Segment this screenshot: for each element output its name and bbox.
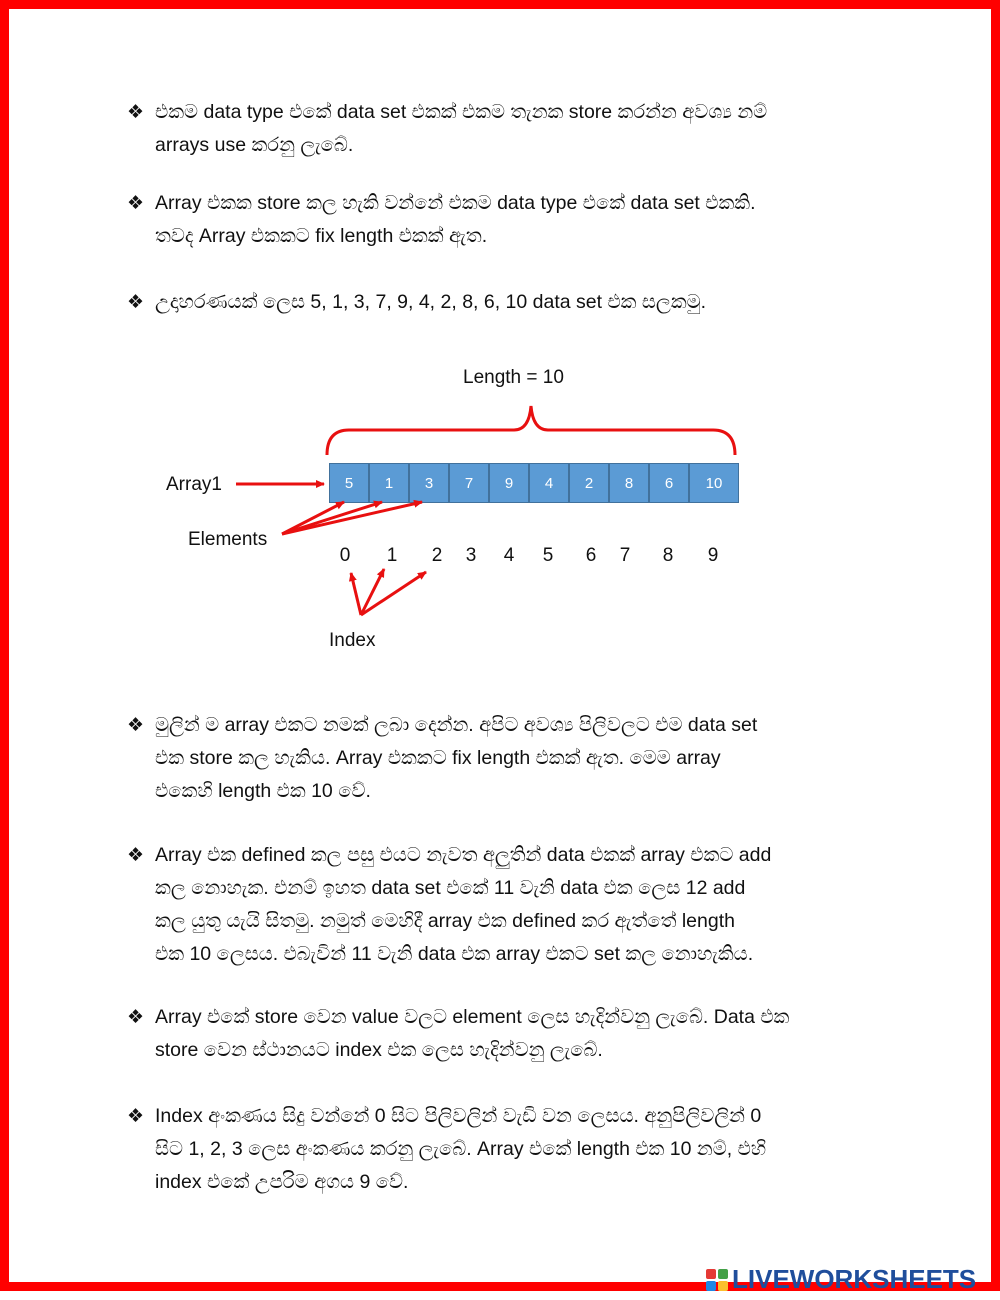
bullet-text-line: කල නොහැක. එනම් ඉහත data set එකේ 11 වැනි data එක ලෙස 12 add <box>155 877 746 899</box>
bullet-diamond-icon: ❖ <box>127 292 145 313</box>
array-name-label: Array1 <box>166 474 222 495</box>
bullet-text-line: එකෙහි length එක 10 වේ. <box>155 780 371 802</box>
bullet-text-line: arrays use කරනු ලැබේ. <box>155 134 354 156</box>
diagram-annotations <box>9 9 1000 1300</box>
array-cell: 9 <box>489 463 529 503</box>
liveworksheets-logo-icon <box>706 1269 728 1291</box>
bullet-text-line: store වෙන ස්ථානයට index එක ලෙස හැදින්වනු ලැබේ. <box>155 1039 603 1061</box>
index-number: 1 <box>386 545 398 566</box>
index-number: 9 <box>707 545 719 566</box>
array-cell: 3 <box>409 463 449 503</box>
bullet-text-line: index එකේ උපරිම අගය 9 වේ. <box>155 1171 409 1193</box>
bullet-text-line: එකම data type එකේ data set එකක් එකම තැනක store කරන්න අවශ්‍ය නම් <box>155 101 768 123</box>
index-number: 4 <box>503 545 515 566</box>
bullet-text-line: එක store කල හැකිය. Array එකකට fix length එකක් ඇත. මෙම array <box>155 747 721 769</box>
bullet-text-line: Array එකක store කල හැකි වන්නේ එකම data type එකේ data set එකකි. <box>155 192 756 214</box>
index-number: 0 <box>339 545 351 566</box>
index-number: 3 <box>465 545 477 566</box>
array-cell: 2 <box>569 463 609 503</box>
index-number: 2 <box>431 545 443 566</box>
length-label: Length = 10 <box>463 367 564 388</box>
index-number: 5 <box>542 545 554 566</box>
bullet-diamond-icon: ❖ <box>127 102 145 123</box>
bullet-diamond-icon: ❖ <box>127 715 145 736</box>
bullet-text-line: මුලින් ම array එකට නමක් ලබා දෙන්න. අපිට අවශ්‍ය පිලිවලට එම data set <box>155 714 758 736</box>
array-cell: 8 <box>609 463 649 503</box>
elements-label: Elements <box>188 529 268 550</box>
array-cell: 7 <box>449 463 489 503</box>
bullet-text-line: එක 10 ලෙසය. එබැවින් 11 වැනි data එක array එකට set කල නොහැකිය. <box>155 943 754 965</box>
bullet-text-line: කල යුතු යැයි සිතමු. නමුත් මෙහිදී array එක defined කර ඇත්තේ length <box>155 910 735 932</box>
array-cell: 1 <box>369 463 409 503</box>
element-arrow-2 <box>282 502 422 534</box>
index-number: 6 <box>585 545 597 566</box>
watermark-text: LIVEWORKSHEETS <box>732 1264 977 1294</box>
bullet-diamond-icon: ❖ <box>127 193 145 214</box>
index-arrow-0 <box>351 573 361 615</box>
bullet-text-line: තවද Array එකකට fix length එකක් ඇත. <box>155 225 488 247</box>
index-number: 7 <box>619 545 631 566</box>
bullet-text-line: උදාහරණයක් ලෙස 5, 1, 3, 7, 9, 4, 2, 8, 6, 10 data set එක සලකමු. <box>155 291 707 313</box>
array-cell: 10 <box>689 463 739 503</box>
array-cell: 5 <box>329 463 369 503</box>
liveworksheets-watermark <box>706 1264 976 1295</box>
bullet-diamond-icon: ❖ <box>127 1007 145 1028</box>
bullet-diamond-icon: ❖ <box>127 845 145 866</box>
array-cell: 4 <box>529 463 569 503</box>
bullet-text-line: Array එකේ store වෙන value වලට element ලෙස හැදින්වනු ලැබේ. Data එක <box>155 1006 790 1028</box>
bullet-diamond-icon: ❖ <box>127 1106 145 1127</box>
index-number: 8 <box>662 545 674 566</box>
bullet-text-line: සිට 1, 2, 3 ලෙස අංකණය කරනු ලැබේ. Array එකේ length එක 10 නම්, එහි <box>155 1138 767 1160</box>
bullet-text-line: Index අංකණය සිදු වන්නේ 0 සිට පිලිවලින් වැඩි වන ලෙසය. අනුපිලිවලින් 0 <box>155 1105 762 1127</box>
index-label: Index <box>329 630 376 651</box>
array-cell: 6 <box>649 463 689 503</box>
length-brace <box>327 406 735 455</box>
bullet-text-line: Array එක defined කල පසු එයට නැවත අලුතින් data එකක් array එකට add <box>155 844 772 866</box>
